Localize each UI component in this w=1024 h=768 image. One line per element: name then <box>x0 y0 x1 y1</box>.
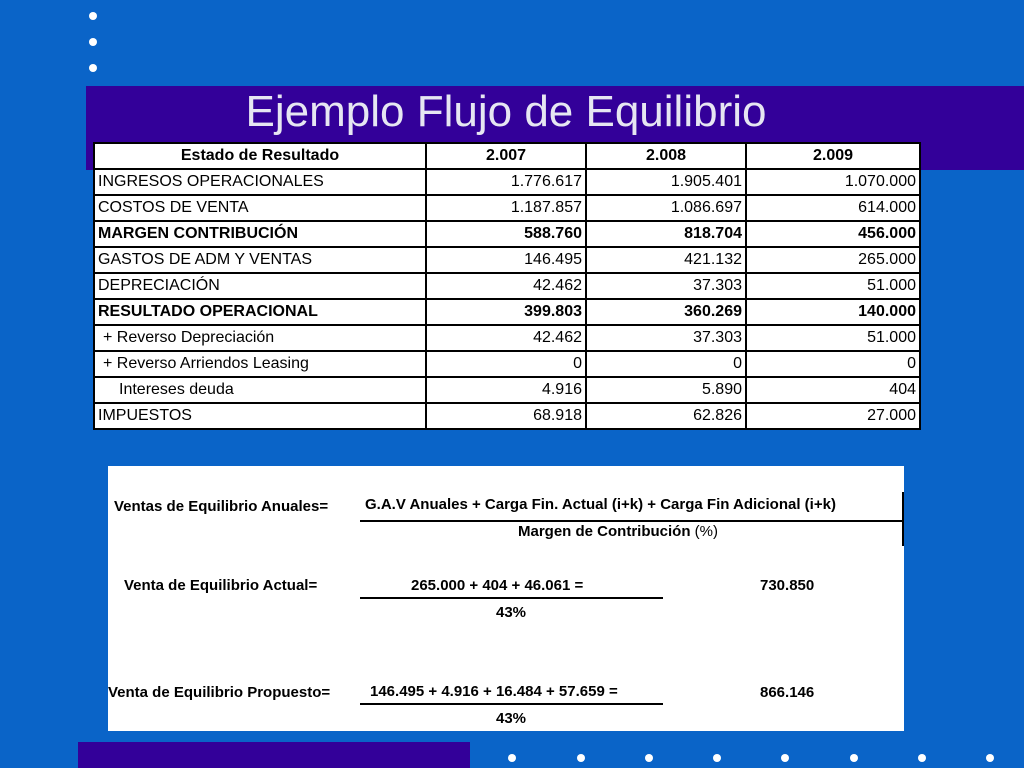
actual-denominator: 43% <box>496 604 527 621</box>
general-formula-label: Ventas de Equilibrio Anuales= <box>114 498 329 515</box>
header-cell: 2.008 <box>586 143 746 169</box>
row-label: DEPRECIACIÓN <box>94 273 426 299</box>
header-cell: Estado de Resultado <box>94 143 426 169</box>
row-label: RESULTADO OPERACIONAL <box>94 299 426 325</box>
table-cell: 42.462 <box>426 273 586 299</box>
decor-dot <box>645 754 653 762</box>
table-cell: 1.187.857 <box>426 195 586 221</box>
proposed-result: 866.146 <box>760 684 815 701</box>
row-label: COSTOS DE VENTA <box>94 195 426 221</box>
table-cell: 360.269 <box>586 299 746 325</box>
denominator-text: Margen de Contribución <box>518 523 691 540</box>
table-cell: 1.070.000 <box>746 169 920 195</box>
break-even-panel <box>108 466 904 731</box>
decor-dot <box>713 754 721 762</box>
general-formula-denominator <box>518 523 718 540</box>
table-cell: 37.303 <box>586 273 746 299</box>
table-cell: 68.918 <box>426 403 586 429</box>
table-row <box>94 351 920 377</box>
row-label: + Reverso Depreciación <box>94 325 426 351</box>
table-cell: 588.760 <box>426 221 586 247</box>
table-cell: 4.916 <box>426 377 586 403</box>
table-cell: 140.000 <box>746 299 920 325</box>
actual-numerator: 265.000 + 404 + 46.061 = <box>411 577 584 594</box>
table-cell: 818.704 <box>586 221 746 247</box>
decor-dot <box>89 64 97 72</box>
table-cell: 456.000 <box>746 221 920 247</box>
proposed-label: Venta de Equilibrio Propuesto= <box>108 684 331 701</box>
header-cell: 2.007 <box>426 143 586 169</box>
table-row <box>94 273 920 299</box>
decor-dot <box>577 754 585 762</box>
decor-dot <box>918 754 926 762</box>
actual-label: Venta de Equilibrio Actual= <box>124 577 318 594</box>
fraction-bar <box>360 703 663 705</box>
actual-result: 730.850 <box>760 577 815 594</box>
table-cell: 1.776.617 <box>426 169 586 195</box>
decor-dot <box>850 754 858 762</box>
table-cell: 0 <box>746 351 920 377</box>
slide-title: Ejemplo Flujo de Equilibrio <box>245 87 767 136</box>
table-cell: 1.086.697 <box>586 195 746 221</box>
decor-dot <box>781 754 789 762</box>
table-cell: 51.000 <box>746 325 920 351</box>
table-row <box>94 325 920 351</box>
table-cell: 5.890 <box>586 377 746 403</box>
row-label: GASTOS DE ADM Y VENTAS <box>94 247 426 273</box>
row-label: IMPUESTOS <box>94 403 426 429</box>
table-cell: 614.000 <box>746 195 920 221</box>
table-cell: 265.000 <box>746 247 920 273</box>
table-cell: 404 <box>746 377 920 403</box>
table-cell: 27.000 <box>746 403 920 429</box>
table-cell: 1.905.401 <box>586 169 746 195</box>
row-label: + Reverso Arriendos Leasing <box>94 351 426 377</box>
header-cell: 2.009 <box>746 143 920 169</box>
decor-dot <box>89 38 97 46</box>
bottom-band <box>78 742 470 768</box>
table-row <box>94 247 920 273</box>
decor-dot <box>89 12 97 20</box>
table-row <box>94 195 920 221</box>
decor-dot <box>508 754 516 762</box>
table-cell: 146.495 <box>426 247 586 273</box>
table-cell: 37.303 <box>586 325 746 351</box>
bracket-line <box>902 492 904 546</box>
table-cell: 42.462 <box>426 325 586 351</box>
row-label: Intereses deuda <box>94 377 426 403</box>
proposed-numerator: 146.495 + 4.916 + 16.484 + 57.659 = <box>370 683 618 700</box>
table-cell: 399.803 <box>426 299 586 325</box>
decor-dot <box>986 754 994 762</box>
table-cell: 0 <box>586 351 746 377</box>
row-label: MARGEN CONTRIBUCIÓN <box>94 221 426 247</box>
table-row <box>94 377 920 403</box>
fraction-bar <box>360 520 904 522</box>
income-statement-table <box>93 142 921 430</box>
table-header-row <box>94 143 920 169</box>
table-cell: 0 <box>426 351 586 377</box>
table-cell: 62.826 <box>586 403 746 429</box>
table-cell: 51.000 <box>746 273 920 299</box>
table-cell: 421.132 <box>586 247 746 273</box>
proposed-denominator: 43% <box>496 710 527 727</box>
table-row <box>94 169 920 195</box>
general-formula-numerator: G.A.V Anuales + Carga Fin. Actual (i+k) + Carga Fin Adicional (i+k) <box>365 496 836 513</box>
table-row <box>94 221 920 247</box>
table-row <box>94 403 920 429</box>
row-label: INGRESOS OPERACIONALES <box>94 169 426 195</box>
table-row <box>94 299 920 325</box>
fraction-bar <box>360 597 663 599</box>
denominator-unit: (%) <box>694 523 718 540</box>
